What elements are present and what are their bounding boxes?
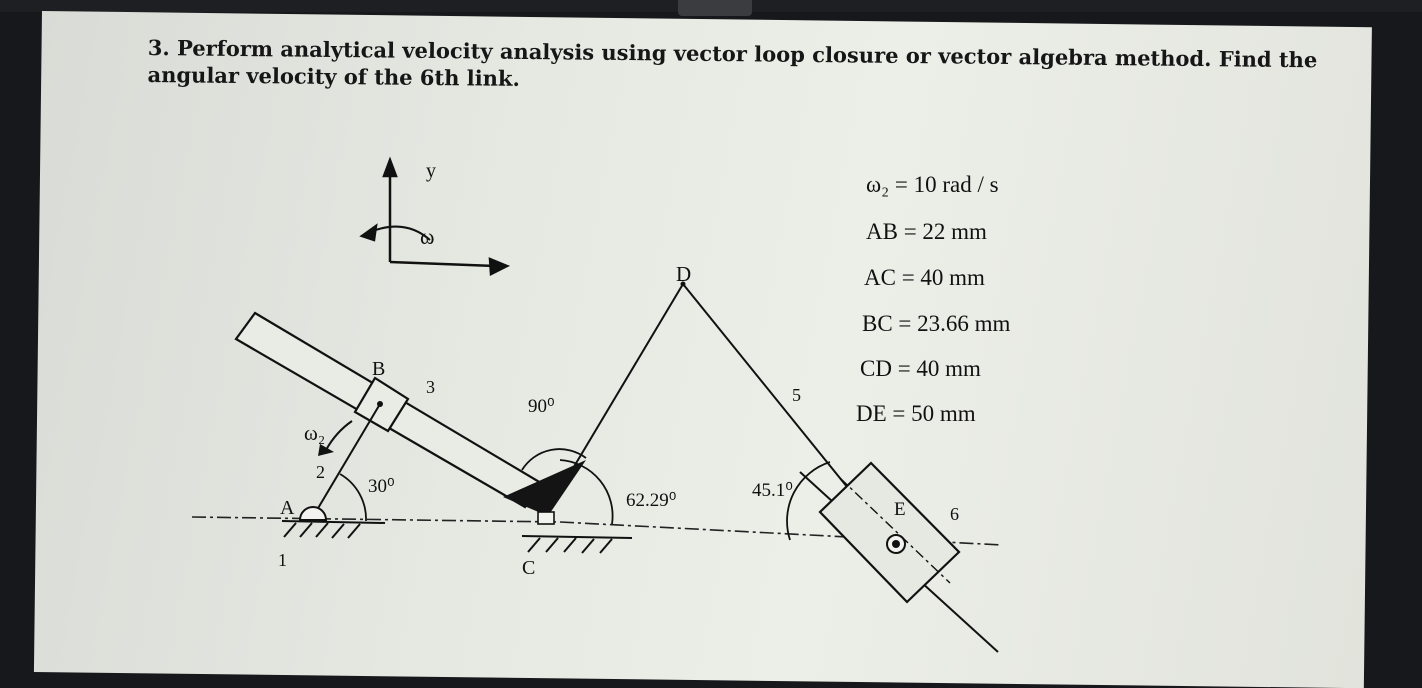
label-link3: 3 bbox=[426, 377, 435, 397]
angle-arc-30 bbox=[340, 474, 366, 521]
label-b: B bbox=[372, 358, 386, 380]
label-link5: 5 bbox=[792, 385, 801, 405]
pivot-c-icon bbox=[538, 512, 554, 524]
given-cd: CD = 40 mm bbox=[860, 356, 981, 381]
given-de: DE = 50 mm bbox=[856, 401, 976, 426]
omega-axis-label: ω bbox=[420, 224, 435, 249]
angle-arc-45 bbox=[787, 462, 830, 540]
angle-30-label: 30⁰ bbox=[368, 476, 395, 497]
pivot-a-icon bbox=[300, 507, 326, 520]
slider-block-e bbox=[820, 463, 959, 602]
y-axis-label: y bbox=[426, 160, 436, 182]
angle-62-label: 62.29⁰ bbox=[626, 490, 677, 511]
given-ab: AB = 22 mm bbox=[866, 219, 987, 244]
label-c: C bbox=[522, 557, 536, 579]
ground-hatch-c bbox=[522, 536, 632, 553]
ground-line-left bbox=[192, 517, 560, 522]
given-bc: BC = 23.66 mm bbox=[862, 311, 1011, 336]
angle-90-label: 90⁰ bbox=[528, 396, 555, 417]
ground-hatch-a bbox=[282, 521, 385, 538]
label-a: A bbox=[280, 497, 295, 519]
label-d: D bbox=[676, 262, 692, 286]
question-text: 3. Perform analytical velocity analysis using vector loop closure or vector algebra method. Find the angular velocity of the 6th link. bbox=[147, 34, 1318, 91]
label-link2: 2 bbox=[316, 462, 325, 482]
given-omega2: ω₂ = 10 rad / s bbox=[866, 172, 999, 197]
label-link6: 6 bbox=[950, 504, 959, 524]
given-ac: AC = 40 mm bbox=[864, 265, 985, 290]
angle-45-label: 45.1⁰ bbox=[752, 480, 793, 501]
omega2-arrow-icon bbox=[326, 421, 352, 450]
link4-cd bbox=[572, 284, 683, 470]
label-link1: 1 bbox=[278, 550, 287, 570]
label-omega2: ω₂ bbox=[304, 421, 326, 445]
label-e: E bbox=[894, 499, 906, 520]
